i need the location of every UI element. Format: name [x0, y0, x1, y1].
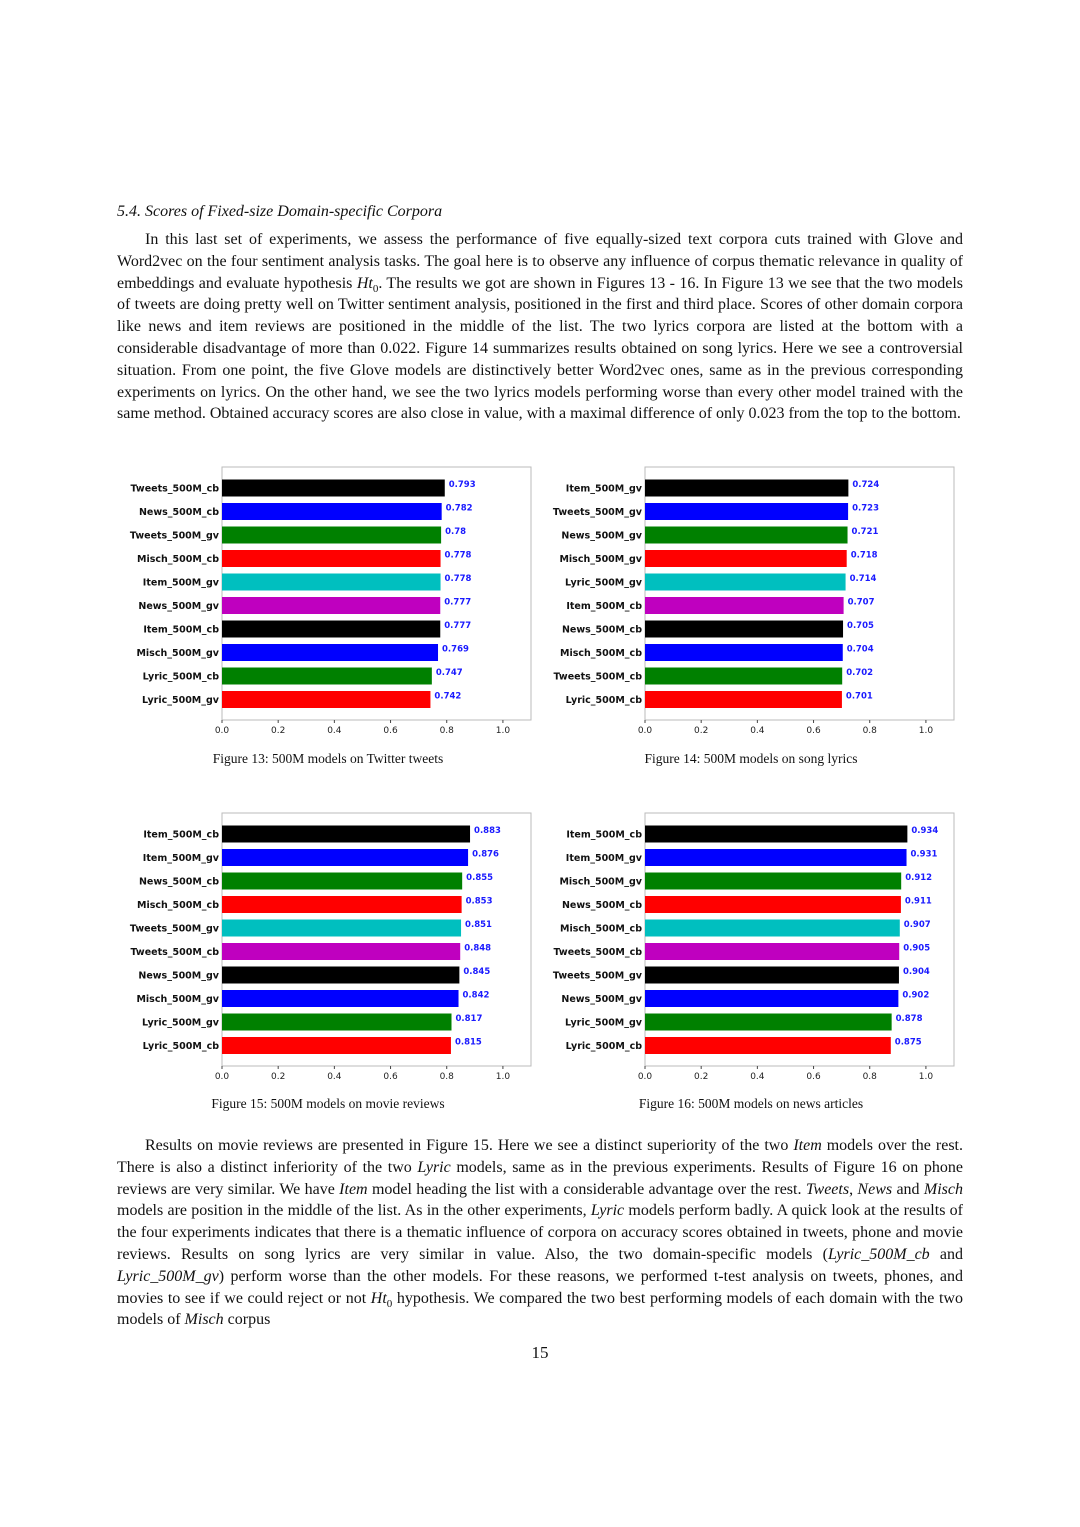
bar [645, 480, 848, 497]
x-tick-label: 0.2 [271, 1072, 286, 1082]
value-label: 0.845 [463, 967, 491, 977]
bar [222, 503, 442, 520]
x-tick-label: 1.0 [918, 1072, 934, 1082]
category-label: Misch_500M_gv [559, 554, 642, 565]
category-label: Tweets_500M_cb [553, 947, 642, 958]
bar [222, 873, 462, 890]
x-tick-label: 0.0 [214, 1072, 230, 1082]
italic-text: Tweets [805, 1180, 850, 1198]
figure-14-chart [533, 466, 963, 743]
x-tick-label: 0.2 [694, 726, 709, 736]
value-label: 0.723 [852, 503, 879, 514]
text-run: , [849, 1180, 858, 1198]
category-label: Lyric_500M_cb [565, 695, 642, 706]
category-label: Tweets_500M_cb [130, 947, 219, 958]
x-tick-label: 1.0 [495, 726, 511, 736]
bar [222, 1037, 451, 1054]
value-label: 0.902 [902, 990, 930, 1001]
text-run: models over the rest. There is also a distinct inferiority of the two [117, 1137, 964, 1176]
category-label: Item_500M_gv [565, 853, 642, 864]
italic-text: Lyric_500M_cb [827, 1245, 930, 1263]
italic-text: Item [793, 1137, 822, 1154]
subscript: 0 [386, 1297, 393, 1310]
bar [645, 849, 907, 866]
value-label: 0.707 [847, 597, 875, 608]
bar [222, 849, 468, 866]
page-number: 15 [531, 1343, 549, 1362]
text-run: In this last set of experiments, we assess the performance of five equally-sized text corpora cuts trained with Glove and Word2vec on the four sentiment analysis tasks. The goal here is to observe any influence of corpus thematic relevance in quality of embeddings and evaluate hypothesis [117, 231, 963, 292]
category-label: Item_500M_gv [142, 577, 219, 589]
x-tick-label: 0.4 [750, 1072, 765, 1082]
category-label: Misch_500M_cb [137, 900, 219, 911]
category-label: News_500M_cb [561, 624, 642, 636]
figure-13-chart [110, 466, 540, 743]
category-label: Item_500M_cb [143, 829, 219, 841]
x-tick-label: 0.4 [327, 726, 342, 736]
bar-chart-svg [533, 812, 963, 1084]
category-label: Misch_500M_cb [560, 923, 642, 935]
value-label: 0.878 [895, 1014, 923, 1024]
bar [645, 873, 901, 890]
category-label: Tweets_500M_gv [129, 923, 219, 935]
value-label: 0.714 [849, 574, 877, 584]
text-run: . The results we got are shown in Figures 13 - 16. In Figure 13 we see that the two models of tweets are doing pretty well on Twitter sentiment analysis, positioned in the first and third place. Scores of other domain corpora like news and item reviews are positioned in the middle of the list. The two lyrics corpora are listed at the bottom with a considerable disadvantage of more than 0.022. Figure 14 summarizes results obtained on song lyrics. Here we see a controversial situation. From one point, the five Glove models are distinctively better Word2vec ones, same as in the previous corresponding experiments on lyrics. On the other hand, we see the two lyrics models performing worse than every other model trained with the same method. Obtained accuracy scores are also close in value, with a maximal difference of only 0.023 from the top to the bottom. [117, 274, 963, 423]
x-tick-label: 0.8 [439, 1072, 454, 1082]
category-label: Tweets_500M_gv [552, 970, 642, 982]
category-label: Lyric_500M_gv [565, 1017, 642, 1029]
value-label: 0.718 [850, 550, 878, 561]
x-tick-label: 0.4 [750, 726, 765, 736]
bar [645, 621, 843, 638]
figure-15-chart [110, 812, 540, 1089]
text-run: ) perform worse than the other models. For these reasons, we performed t-test analysis on tweets, phones, and movies to see if we could reject or not [117, 1267, 963, 1307]
bar [222, 990, 459, 1007]
bar [645, 967, 899, 984]
x-tick-label: 0.6 [806, 1072, 821, 1082]
bar [645, 550, 847, 567]
value-label: 0.875 [894, 1037, 922, 1048]
figure-15-caption: Figure 15: 500M models on movie reviews [211, 1096, 445, 1111]
category-label: Lyric_500M_cb [565, 1041, 642, 1052]
x-tick-label: 0.6 [383, 1072, 398, 1082]
value-label: 0.907 [903, 920, 931, 930]
value-label: 0.705 [847, 621, 874, 631]
italic-text: Ht [356, 274, 373, 292]
value-label: 0.747 [435, 668, 463, 678]
x-tick-label: 1.0 [495, 1072, 511, 1082]
x-tick-label: 0.8 [439, 726, 454, 736]
category-label: Misch_500M_gv [136, 648, 219, 659]
bar [222, 691, 430, 708]
x-tick-label: 0.6 [806, 726, 821, 736]
x-tick-label: 0.2 [694, 1072, 709, 1082]
value-label: 0.842 [462, 990, 490, 1001]
category-label: News_500M_gv [138, 970, 219, 982]
italic-text: News [857, 1180, 893, 1198]
text-run: Results on movie reviews are presented in Figure 15. Here we see a distinct superiority of the two [145, 1137, 794, 1154]
x-tick-label: 0.0 [214, 726, 230, 736]
bar [645, 691, 842, 708]
bar [645, 1037, 891, 1054]
text-run: and [929, 1245, 963, 1263]
bar [222, 480, 445, 497]
x-tick-label: 0.0 [637, 1072, 653, 1082]
category-label: News_500M_cb [561, 900, 642, 911]
category-label: Item_500M_cb [566, 829, 642, 841]
value-label: 0.701 [845, 691, 873, 702]
category-label: Misch_500M_cb [560, 648, 642, 659]
figure-14-caption: Figure 14: 500M models on song lyrics [644, 751, 858, 766]
category-label: News_500M_gv [561, 994, 642, 1005]
category-label: Tweets_500M_gv [129, 530, 219, 542]
x-tick-label: 0.2 [271, 726, 286, 736]
bar-chart-svg [110, 466, 540, 738]
value-label: 0.883 [474, 826, 501, 836]
value-label: 0.912 [905, 873, 933, 883]
value-label: 0.778 [444, 550, 472, 561]
text-run: models, same as in the previous experiments. Results of Figure 16 on phone reviews are very similar. We have [117, 1158, 964, 1198]
bar [645, 1014, 892, 1031]
italic-text: Misch [923, 1180, 963, 1198]
value-label: 0.769 [442, 644, 469, 655]
bar [222, 527, 441, 544]
value-label: 0.905 [903, 943, 931, 954]
text-run: and [892, 1180, 924, 1198]
value-label: 0.702 [846, 668, 874, 678]
bar [222, 967, 459, 984]
text-run: corpus [223, 1311, 271, 1329]
bar [645, 896, 901, 913]
value-label: 0.815 [454, 1037, 482, 1048]
bar [222, 826, 470, 843]
value-label: 0.934 [911, 826, 939, 836]
section-heading: 5.4. Scores of Fixed-size Domain-specific Corpora [117, 203, 443, 220]
italic-text: Misch [184, 1311, 224, 1329]
category-label: Misch_500M_cb [137, 554, 219, 565]
italic-text: Lyric [417, 1158, 451, 1176]
bar [645, 920, 900, 937]
bar [645, 668, 842, 685]
text-run: models are position in the middle of the list. As in the other experiments, [117, 1202, 591, 1220]
category-label: Item_500M_gv [565, 483, 642, 495]
bar [222, 1014, 452, 1031]
category-label: Item_500M_cb [566, 601, 642, 612]
bar [222, 896, 462, 913]
value-label: 0.793 [448, 480, 476, 490]
bar [222, 644, 438, 661]
value-label: 0.848 [464, 943, 492, 954]
bar [645, 527, 848, 544]
value-label: 0.742 [434, 691, 462, 702]
value-label: 0.851 [465, 920, 492, 930]
category-label: Lyric_500M_gv [142, 695, 219, 706]
value-label: 0.876 [472, 849, 499, 860]
category-label: News_500M_cb [138, 876, 219, 888]
bar [222, 550, 441, 567]
text-run: model heading the list with a considerable advantage over the rest. [367, 1180, 806, 1198]
category-label: Misch_500M_gv [559, 876, 642, 888]
bar [645, 990, 898, 1007]
category-label: Item_500M_cb [143, 624, 219, 636]
value-label: 0.855 [466, 873, 494, 883]
figure-16-chart [533, 812, 963, 1089]
italic-text: Item [339, 1180, 368, 1198]
bar [645, 644, 843, 661]
category-label: News_500M_gv [138, 601, 219, 612]
value-label: 0.817 [455, 1014, 483, 1024]
bar [222, 621, 440, 638]
x-tick-label: 0.8 [862, 1072, 877, 1082]
figure-13-caption: Figure 13: 500M models on Twitter tweets [212, 751, 444, 766]
value-label: 0.777 [444, 621, 472, 631]
x-tick-label: 0.4 [327, 1072, 342, 1082]
bar [645, 503, 848, 520]
text-run: hypothesis. We compared the two best performing models of each domain with the two models of [117, 1289, 963, 1329]
category-label: News_500M_gv [561, 530, 642, 542]
bar [222, 597, 440, 614]
value-label: 0.853 [465, 896, 493, 907]
paragraph-results [117, 1135, 963, 1331]
bar [645, 597, 844, 614]
value-label: 0.782 [445, 503, 473, 514]
x-tick-label: 1.0 [918, 726, 934, 736]
value-label: 0.704 [846, 644, 874, 655]
x-tick-label: 0.0 [637, 726, 653, 736]
bar [645, 943, 899, 960]
bar [222, 920, 461, 937]
category-label: Misch_500M_gv [136, 994, 219, 1005]
figure-16-caption: Figure 16: 500M models on news articles [638, 1096, 864, 1111]
value-label: 0.721 [851, 527, 879, 537]
category-label: News_500M_cb [138, 507, 219, 518]
bar [222, 574, 441, 591]
bar [222, 943, 460, 960]
value-label: 0.777 [444, 597, 472, 608]
value-label: 0.778 [444, 574, 472, 584]
text-run: models perform badly. A quick look at the results of the four experiments indicates that there is a thematic influence of corpora on accuracy scores obtained in tweets, phone and movie reviews. Results on song lyrics are very similar in value. Also, the two domain-specific models ( [117, 1202, 964, 1263]
category-label: Lyric_500M_cb [142, 671, 219, 683]
value-label: 0.931 [910, 849, 938, 860]
bar [222, 668, 432, 685]
value-label: 0.911 [904, 896, 932, 907]
category-label: Tweets_500M_gv [552, 507, 642, 518]
bar [645, 826, 907, 843]
value-label: 0.724 [852, 480, 880, 490]
italic-text: Lyric [590, 1202, 625, 1220]
italic-text: Ht [370, 1289, 387, 1307]
category-label: Lyric_500M_gv [142, 1017, 219, 1029]
paragraph-intro [117, 229, 963, 425]
x-tick-label: 0.6 [383, 726, 398, 736]
category-label: Lyric_500M_gv [565, 577, 642, 589]
category-label: Tweets_500M_cb [553, 671, 642, 683]
value-label: 0.904 [902, 967, 930, 977]
bar [645, 574, 846, 591]
subscript: 0 [372, 282, 379, 295]
bar-chart-svg [110, 812, 540, 1084]
bar-chart-svg [533, 466, 963, 738]
category-label: Tweets_500M_cb [130, 483, 219, 495]
category-label: Item_500M_gv [142, 853, 219, 864]
italic-text: Lyric_500M_gv [117, 1267, 219, 1285]
value-label: 0.78 [445, 527, 467, 537]
category-label: Lyric_500M_cb [142, 1041, 219, 1052]
x-tick-label: 0.8 [862, 726, 877, 736]
